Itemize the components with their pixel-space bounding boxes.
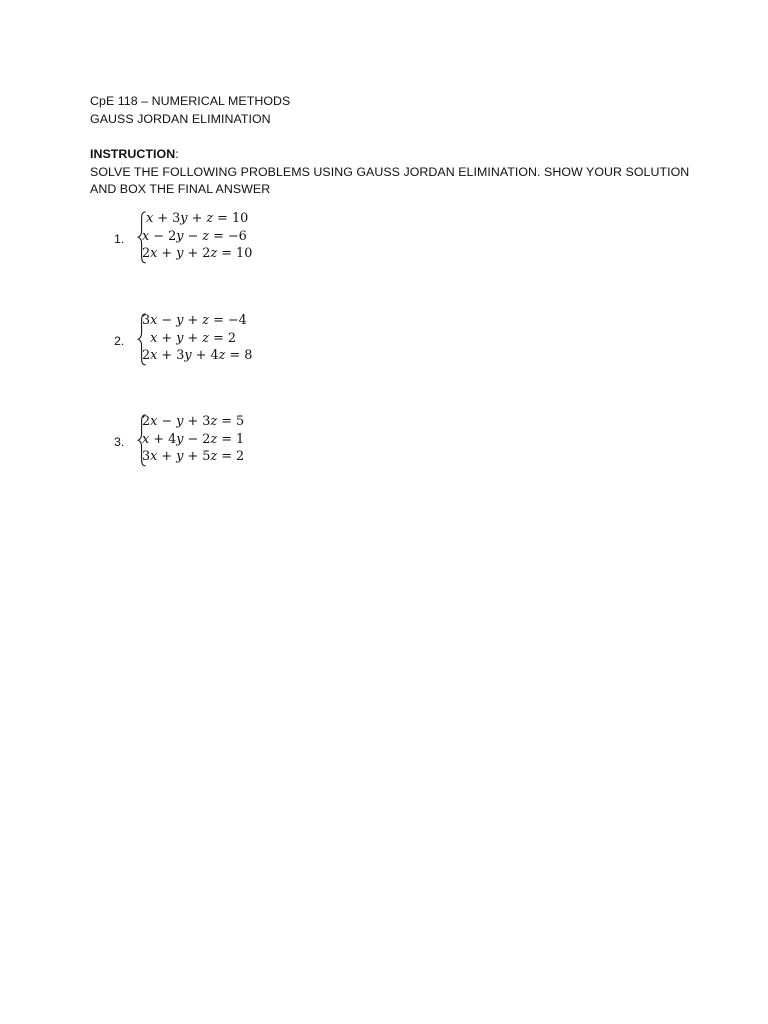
topic-title: GAUSS JORDAN ELIMINATION <box>90 111 271 126</box>
equation-system <box>142 413 244 466</box>
equation-line: 𝑥 + 4𝑦 − 2𝑧 = 1 <box>142 431 245 447</box>
document-header <box>90 93 710 128</box>
problem-1 <box>114 211 304 267</box>
problem-number: 2. <box>114 334 125 348</box>
problem-number: 3. <box>114 435 125 449</box>
equation-system <box>142 312 252 365</box>
equation-line: 2𝑥 − 𝑦 + 3𝑧 = 5 <box>142 414 245 429</box>
equation-line: 3𝑥 − 𝑦 + 𝑧 = −4 <box>142 313 247 328</box>
problem-number: 1. <box>114 232 125 246</box>
problem-3 <box>114 414 304 470</box>
instruction-heading <box>90 146 710 164</box>
course-title: CpE 118 – NUMERICAL METHODS <box>90 94 291 108</box>
equation-line: 2𝑥 + 3𝑦 + 4𝑧 = 8 <box>142 348 253 363</box>
equation-line: 𝑥 + 𝑦 + 𝑧 = 2 <box>142 330 237 346</box>
equation-line: 3𝑥 + 𝑦 + 5𝑧 = 2 <box>142 449 245 464</box>
equation-line: 𝑥 + 3𝑦 + 𝑧 = 10 <box>142 211 249 226</box>
instruction-text-line-2: AND BOX THE FINAL ANSWER <box>90 182 271 196</box>
instruction-label: INSTRUCTION <box>90 147 176 161</box>
instruction-colon: : <box>175 147 179 161</box>
problem-2 <box>114 313 304 369</box>
instruction-text-line-1: SOLVE THE FOLLOWING PROBLEMS USING GAUSS JORDAN ELIMINATION. SHOW YOUR SOLUTION <box>90 164 690 179</box>
instruction-section <box>90 146 710 199</box>
equation-system <box>142 210 252 263</box>
equation-line: 𝑥 − 2𝑦 − 𝑧 = −6 <box>142 228 247 244</box>
equation-line: 2𝑥 + 𝑦 + 2𝑧 = 10 <box>142 246 253 261</box>
